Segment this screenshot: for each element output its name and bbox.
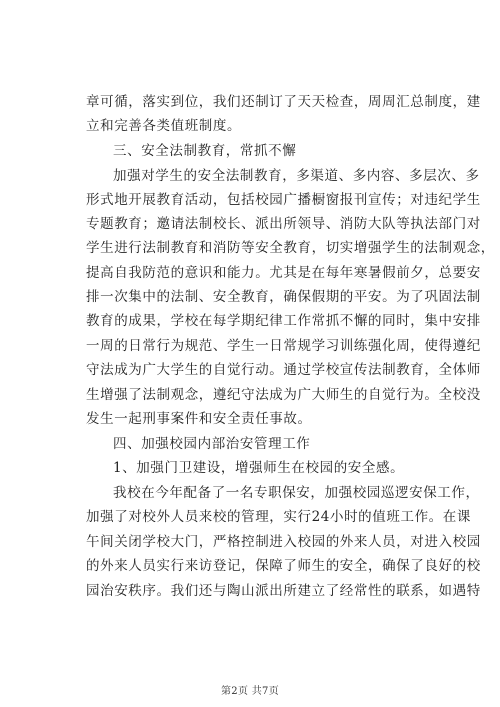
subsection-heading: 1、加强门卫建设，增强师生在校园的安全感。 [113,460,405,476]
text-line: 我校在今年配备了一名专职保安，加强校园巡逻安保工作， [113,485,480,501]
text-line: 学生进行法制教育和消防等安全教育，切实增强学生的法制观念， [86,240,495,256]
text-line: 加强了对校外人员来校的管理，实行24小时的值班工作。在课 [86,509,471,525]
text-line: 章可循，落实到位，我们还制订了天天检查，周周汇总制度，建 [86,94,481,110]
text-line: 教育的成果，学校在每学期纪律工作常抓不懈的同时，集中安排 [86,313,481,329]
page-number-footer: 第2页 共7页 [220,686,279,697]
section-heading: 三、安全法制教育，常抓不懈 [113,143,297,159]
text-line: 形式地开展教育活动，包括校园广播橱窗报刊宣传；对违纪学生 [86,192,481,208]
text-line: 加强对学生的安全法制教育，多渠道、多内容、多层次、多 [113,168,480,184]
text-line: 午间关闭学校大门，严格控制进入校园的外来人员，对进入校园 [86,534,481,550]
text-line: 守法成为广大学生的自觉行动。通过学校宣传法制教育，全体师 [86,362,481,378]
section-heading: 四、加强校园内部治安管理工作 [113,436,311,452]
text-line: 立和完善各类值班制度。 [86,118,242,134]
text-line: 发生一起刑事案件和安全责任事故。 [86,411,312,427]
text-line: 的外来人员实行来访登记，保障了师生的安全，确保了良好的校 [86,558,481,574]
text-line: 园治安秩序。我们还与陶山派出所建立了经常性的联系，如遇特 [86,583,481,599]
text-line: 生增强了法制观念，遵纪守法成为广大师生的自觉行为。全校没 [86,387,481,403]
text-line: 排一次集中的法制、安全教育，确保假期的平安。为了巩固法制 [86,289,481,305]
text-line: 专题教育；邀请法制校长、派出所领导、消防大队等执法部门对 [86,216,481,232]
text-line: 提高自我防范的意识和能力。尤其是在每年寒暑假前夕，总要安 [86,265,481,281]
text-line: 一周的日常行为规范、学生一日常规学习训练强化周，使得遵纪 [86,338,481,354]
